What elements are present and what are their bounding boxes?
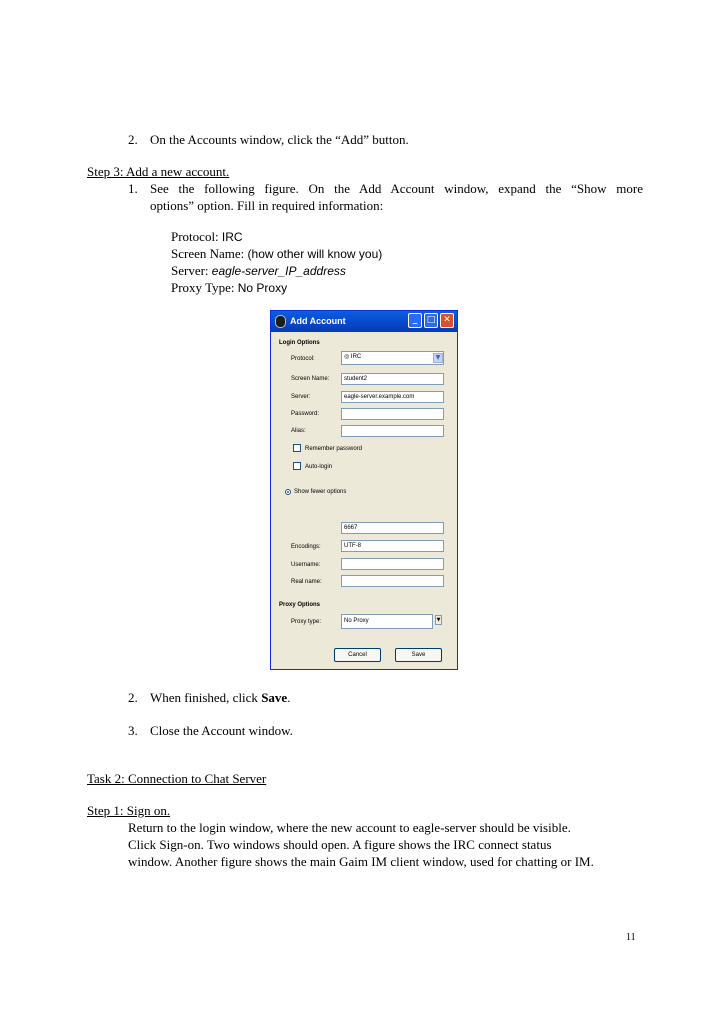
when-finished-lead: When finished, click — [150, 690, 262, 705]
show-fewer-options-expander[interactable] — [285, 489, 291, 495]
maximize-icon[interactable]: □ — [424, 313, 438, 328]
alias-input[interactable] — [341, 425, 444, 437]
gaim-app-icon — [275, 315, 286, 328]
item-number: 2. — [128, 690, 138, 705]
username-label: Username: — [291, 562, 321, 568]
info-screen-name — [171, 245, 382, 263]
alias-label: Alias: — [291, 428, 306, 434]
server-input[interactable]: eagle-server.example.com — [341, 391, 444, 403]
dialog-titlebar — [271, 311, 457, 332]
remember-password-checkbox[interactable] — [293, 444, 301, 452]
info-screen-name-value: (how other will know you) — [247, 247, 383, 261]
password-label: Password: — [291, 411, 320, 417]
info-proxy-type-value: No Proxy — [237, 281, 288, 295]
when-finished-end: . — [287, 690, 291, 705]
realname-label: Real name: — [291, 579, 322, 585]
irc-protocol-icon: ◎ — [344, 354, 351, 360]
proxy-options-heading: Proxy Options — [279, 602, 321, 608]
step1-heading: Step 1: Sign on. — [87, 803, 171, 818]
info-server-label: Server: — [171, 263, 212, 278]
proxy-type-select[interactable]: No Proxy — [341, 614, 433, 629]
info-protocol-value: IRC — [221, 230, 243, 244]
paragraph-line: window. Another figure shows the main Gaim IM client window, used for chatting or IM. — [128, 854, 594, 869]
save-button[interactable]: Save — [395, 648, 442, 662]
info-proxy-type-label: Proxy Type: — [171, 280, 238, 295]
protocol-select[interactable] — [341, 351, 444, 365]
item-text: On the Accounts window, click the “Add” button. — [150, 132, 409, 147]
close-window-text: Close the Account window. — [150, 723, 293, 738]
chevron-down-icon[interactable]: ▼ — [433, 353, 443, 363]
auto-login-checkbox[interactable] — [293, 462, 301, 470]
item-number: 3. — [128, 723, 138, 738]
screen-name-input[interactable]: student2 — [341, 373, 444, 385]
save-emphasis: Save — [261, 690, 288, 705]
item-number: 1. — [128, 181, 138, 196]
item-number: 2. — [128, 132, 138, 147]
cancel-button[interactable]: Cancel — [334, 648, 381, 662]
info-protocol — [171, 228, 243, 246]
step3-item1-line2: options” option. Fill in required information: — [150, 198, 384, 213]
info-protocol-label: Protocol: — [171, 229, 222, 244]
screen-name-label: Screen Name: — [291, 376, 330, 382]
protocol-label: Protocol: — [291, 356, 315, 362]
password-input[interactable] — [341, 408, 444, 420]
server-label: Server: — [291, 394, 311, 400]
remember-password-label: Remember password — [305, 446, 363, 452]
info-screen-name-label: Screen Name: — [171, 246, 248, 261]
protocol-select-value: IRC — [350, 354, 362, 360]
minimize-icon[interactable]: _ — [408, 313, 422, 328]
info-server — [171, 262, 346, 280]
auto-login-label: Auto-login — [305, 464, 333, 470]
paragraph-line: Click Sign-on. Two windows should open. A figure shows the IRC connect status — [128, 837, 552, 852]
proxy-type-dropdown-icon[interactable]: ▼ — [436, 617, 441, 623]
page-number: 11 — [626, 932, 636, 943]
step3-heading: Step 3: Add a new account. — [87, 164, 230, 179]
dialog-title: Add Account — [290, 316, 346, 326]
step3-item1-line1: See the following figure. On the Add Account window, expand the “Show more — [150, 181, 643, 196]
info-server-value: eagle-server_IP_address — [211, 264, 346, 278]
when-finished-text — [150, 689, 290, 706]
info-proxy-type — [171, 279, 287, 297]
encodings-label: Encodings: — [291, 544, 321, 550]
proxy-type-label: Proxy type: — [291, 619, 322, 625]
paragraph-line: Return to the login window, where the new account to eagle-server should be visible. — [128, 820, 571, 835]
close-icon[interactable]: ✕ — [440, 313, 454, 328]
add-account-dialog — [270, 310, 458, 670]
task2-heading: Task 2: Connection to Chat Server — [87, 771, 267, 786]
show-fewer-options-label[interactable]: Show fewer options — [294, 489, 347, 495]
encodings-input[interactable]: UTF-8 — [341, 540, 444, 552]
login-options-heading: Login Options — [279, 340, 320, 346]
username-input[interactable] — [341, 558, 444, 570]
port-input[interactable]: 6667 — [341, 522, 444, 534]
realname-input[interactable] — [341, 575, 444, 587]
